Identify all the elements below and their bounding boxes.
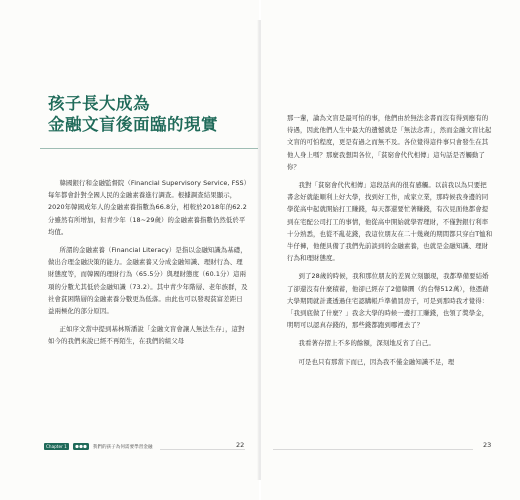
left-footer-rule bbox=[160, 449, 245, 450]
chapter-title-line-1: 孩子長大成為 bbox=[48, 94, 150, 113]
right-paragraph-2: 我對「貧窮會代代相傳」這段話真的很有感觸。以前我以為只要把書念好就能順利上好大學，找到好工作，成家立業，那時候我身邊的同學從高中起就開始打工賺錢，每天都還要忙著賺錢，有次見面他都會提到在宅配公司打工的事情，他從高中開始就學習理財，不僅對銀行利率十分熟悉，也從不亂花錢，我這位朋友在二十幾歲的期間都只穿白T恤和牛仔褲，他便具備了我們先前談到的金融素養，也就是金融知識、理財行為和理財態度。 bbox=[287, 181, 493, 263]
chapter-title bbox=[48, 93, 228, 135]
left-page-number: 22 bbox=[236, 441, 245, 449]
chapter-badge: Chapter 1 bbox=[46, 444, 67, 449]
left-paragraph-2: 所謂的金融素養（Financial Literacy）是指以金融知識為基礎，做出合理金融決策的能力。金融素養又分成金融知識、理財行為、理財態度等，而韓國的理財行為（65.5分）與理財態度（60.1分）這兩項的分數尤其低於金融知識（73.2）。其中青少年階層、老年族群，及社會貧困階層的金融素養分數更為低落。由此也可以發現貧富差距日益兩極化的部分原因。 bbox=[48, 246, 248, 316]
title-divider bbox=[40, 148, 258, 149]
left-paragraph-1: 韓國銀行和金融監督院（Financial Supervisory Service, FSS）每年都會針對全國人民的金融素養進行調查。根據調查結果顯示，2020年韓國成年人的金融素養指數為66.8分，相較於2018年的62.2分雖然有所增加，但青少年（18~29歲）的金融素養指數仍然低於平均值。 bbox=[48, 179, 247, 236]
left-footer bbox=[44, 443, 152, 450]
chapter-title-line-2: 金融文盲後面臨的現實 bbox=[48, 115, 218, 134]
right-footer-rule bbox=[273, 449, 473, 450]
right-paragraph-3: 到了28歲的時候，我和那位朋友的差異立刻顯現，我都準備要結婚了卻還沒有什麼積蓄，他卻已經存了2億韓圜（約台幣512萬），他憑藉大學期間就計畫透過住宅認購帳戶準備買房子，可是到那時我才覺得：「我到底做了什麼？」我念大學的時候一邊打工賺錢，也領了獎學金，明明可以認真存錢的，那些錢都跑到哪裡去了？ bbox=[287, 272, 489, 330]
right-body-text bbox=[287, 112, 493, 374]
footer-running-title: 我們的孩子為何需要學習金融 bbox=[92, 444, 153, 450]
right-paragraph-1: 那一輩，論為文盲是最可怕的事，他們由於無法念書而沒有得到應有的待遇，因此他們人生中最大的遺憾就是「無法念書」，然而金融文盲比起文盲的可怕程度，更是有過之而無不及。各位覺得這件事只會發生在其他人身上嗎？那麼我想問各位，「貧窮會代代相傳」這句話是否觸動了你？ bbox=[287, 114, 492, 171]
left-body-text bbox=[48, 177, 248, 354]
right-paragraph-5: 可是也只有那當下而已，因為我不僅金融知識不足，理 bbox=[298, 357, 455, 366]
left-page bbox=[0, 0, 259, 500]
right-paragraph-4: 我看著存摺上不多的餘額，深刻地反省了自己。 bbox=[298, 339, 435, 348]
chapter-logo-icon bbox=[73, 443, 89, 450]
right-page bbox=[261, 0, 520, 500]
right-page-number: 23 bbox=[483, 441, 492, 449]
left-paragraph-3: 正如序文當中提到基林斯潘說「金融文盲會讓人無法生存」，這對如今的我們來說已經不再陌生，在我們的組父母 bbox=[48, 325, 245, 346]
